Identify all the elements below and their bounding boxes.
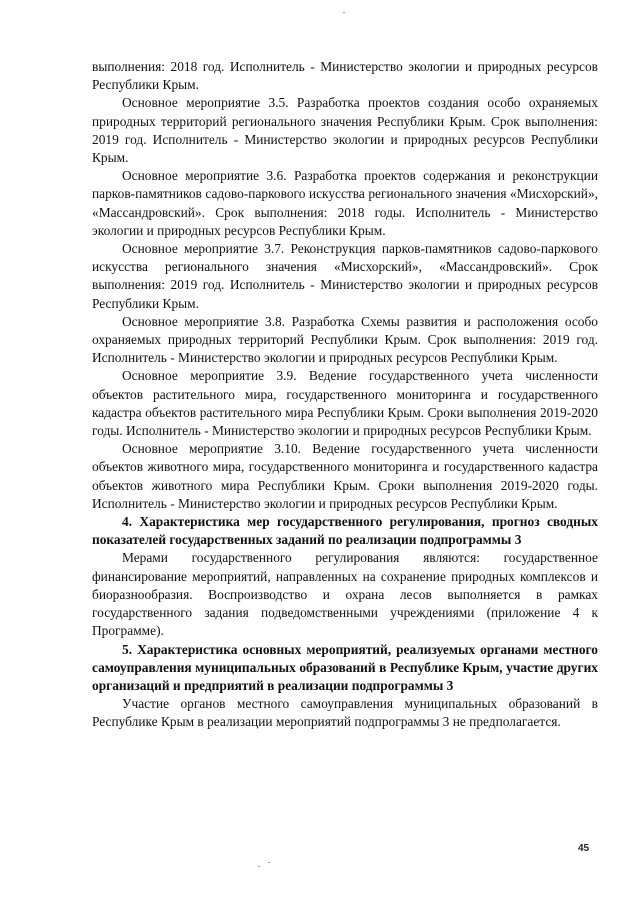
- page-body: [92, 58, 598, 732]
- paragraph-measure-3-5: Основное мероприятие 3.5. Разработка проектов создания особо охраняемых природных территорий регионального значения Республики Крым. Срок выполнения: 2019 год. Исполнитель - Министерство экологии и природных ресурсов Республики Крым.: [92, 95, 598, 166]
- scan-speck: [343, 12, 345, 13]
- section-heading-4: 4. Характеристика мер государственного регулирования, прогноз сводных показателей государственных заданий по реализации подпрограммы 3: [92, 514, 598, 548]
- paragraph-measure-3-6: Основное мероприятие 3.6. Разработка проектов содержания и реконструкции парков-памятников садово-паркового искусства регионального значения «Мисхорский», «Массандровский». Срок выполнения: 2018 годы. Исполнитель - Министерство экологии и природных ресурсов Республики Крым.: [92, 168, 598, 238]
- scan-speck: [268, 862, 270, 863]
- paragraph-measure-3-9: Основное мероприятие 3.9. Ведение государственного учета численности объектов растительного мира, государственного мониторинга и государственного кадастра объектов растительного мира Республики Крым. Сроки выполнения 2019-2020 годы. Исполнитель - Министерство экологии и природных ресурсов Республики Крым.: [92, 368, 598, 439]
- paragraph-measure-3-8: Основное мероприятие 3.8. Разработка Схемы развития и расположения особо охраняемых природных территорий Республики Крым. Срок выполнения: 2019 год. Исполнитель - Министерство экологии и природных ресурсов Республики Крым.: [92, 313, 598, 366]
- paragraph-measure-3-7: Основное мероприятие 3.7. Реконструкция парков-памятников садово-паркового искусства регионального значения «Мисхорский», «Массандровский». Срок выполнения: 2019 год. Исполнитель - Министерство экологии и природных ресурсов Республики Крым.: [92, 241, 598, 311]
- section-heading-5: 5. Характеристика основных мероприятий, реализуемых органами местного самоуправления муниципальных образований в Республике Крым, участие других организаций и предприятий в реализации подпрограммы 3: [92, 641, 598, 693]
- paragraph-section-5: Участие органов местного самоуправления муниципальных образований в Республике Крым в реализации мероприятий подпрограммы 3 не предполагается.: [92, 696, 598, 730]
- paragraph-continuation: выполнения: 2018 год. Исполнитель - Министерство экологии и природных ресурсов Республики Крым.: [92, 59, 598, 93]
- paragraph-section-4: Мерами государственного регулирования являются: государственное финансирование мероприятий, направленных на сохранение природных комплексов и биоразнообразия. Воспроизводство и охрана лесов выполняется в рамках государственного задания подведомственными учреждениями (приложение 4 к Программе).: [92, 550, 598, 639]
- scan-speck: [258, 866, 260, 867]
- paragraph-measure-3-10: Основное мероприятие 3.10. Ведение государственного учета численности объектов животного мира, государственного мониторинга и государственного кадастра объектов животного мира Республики Крым. Сроки выполнения 2019-2020 годы. Исполнитель - Министерство экологии и природных ресурсов Республики Крым.: [92, 441, 598, 511]
- page-number: 45: [578, 843, 590, 854]
